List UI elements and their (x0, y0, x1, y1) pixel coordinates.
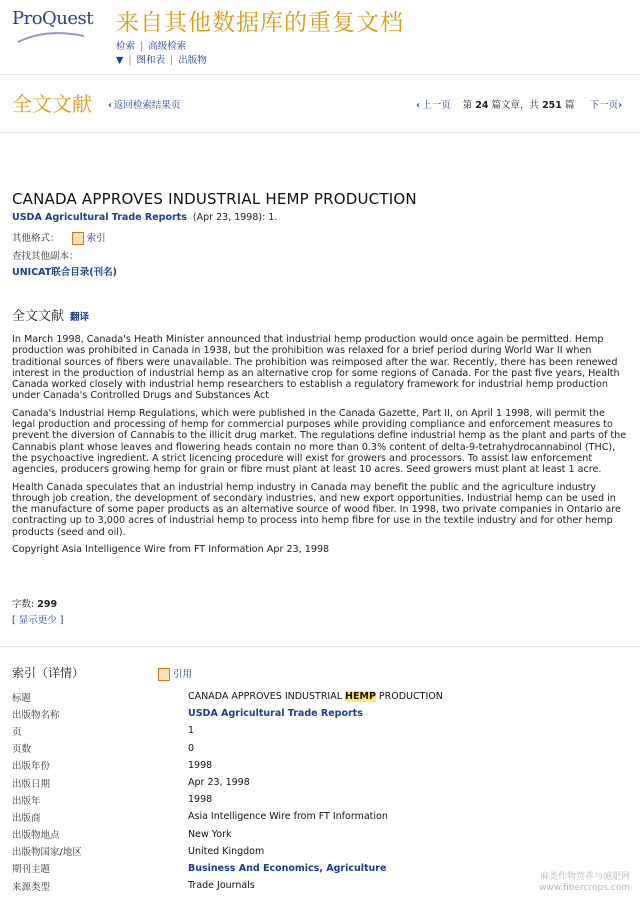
publication-link[interactable]: USDA Agricultural Trade Reports (188, 708, 363, 720)
index-row-title (12, 688, 628, 705)
index-link[interactable]: 索引 (86, 233, 106, 244)
translate-link[interactable]: 翻译 (70, 312, 90, 323)
subject-link[interactable]: Business And Economics, Agriculture (188, 862, 387, 874)
pager-total: 251 (542, 100, 562, 111)
watermark-line: 麻类作物营养与施肥网 (539, 872, 630, 882)
other-formats (12, 230, 106, 245)
row-value: 1 (188, 725, 195, 737)
row-value: United Kingdom (188, 845, 265, 857)
index-row (12, 808, 628, 825)
pager-mid: 篇文章，共 (491, 100, 540, 111)
index-row (12, 705, 628, 722)
row-key: 页 (12, 726, 22, 738)
word-count-value: 299 (37, 599, 58, 610)
index-row (12, 860, 628, 877)
source-link[interactable]: USDA Agricultural Trade Reports (12, 212, 187, 223)
row-value: 1998 (188, 759, 213, 771)
pager-current: 24 (475, 100, 489, 111)
logo-text: ProQuest (12, 8, 94, 29)
index-table (12, 688, 628, 894)
find-copy-label: 查找其他副本： (12, 251, 79, 262)
index-row (12, 722, 628, 739)
chevron-right-icon: › (618, 100, 622, 111)
pager-suffix: 篇 (564, 100, 575, 111)
paragraph: Health Canada speculates that an industrial hemp industry in Canada may benefit the public and the agriculture industry through job creation, the development of secondary industries, and new export opportunities. Industrial hemp can be used in the manufacture of some paper products as an alternative source of wood fiber. In 1998, two private companies in Ontario are contracting up to 3,000 acres of industrial hemp to process into hemp fibre for use in the textile industry and for other hemp products (seed and oil). (12, 481, 621, 538)
row-key: 页数 (12, 744, 32, 756)
divider (0, 74, 640, 75)
source-detail: (Apr 23, 1998): 1. (192, 212, 278, 223)
article-title: CANADA APPROVES INDUSTRIAL HEMP PRODUCTION (12, 190, 417, 208)
cite-label: 引用 (173, 669, 193, 680)
row-key: 出版物名称 (12, 709, 60, 721)
row-key: 出版商 (12, 812, 41, 824)
cite-icon (158, 668, 170, 681)
index-row (12, 774, 628, 791)
fulltext-heading (12, 305, 89, 324)
index-row (12, 843, 628, 860)
pager (416, 97, 624, 111)
fulltext-body (12, 334, 628, 561)
chevron-left-icon: ‹ (108, 100, 112, 111)
row-key: 来源类型 (12, 881, 51, 893)
proquest-logo[interactable] (12, 6, 108, 46)
row-value: Trade Journals (188, 880, 255, 892)
cite-link[interactable] (158, 666, 192, 681)
row-key: 出版物地点 (12, 830, 60, 842)
divider (0, 132, 640, 133)
unicat-label: UNICAT联合目录(刊名) (12, 267, 117, 278)
next-page-link[interactable] (590, 100, 624, 111)
row-value: 0 (188, 742, 195, 754)
nav-search-link[interactable]: 检索 (116, 41, 136, 52)
title-post: PRODUCTION (375, 691, 443, 703)
title-pre: CANADA APPROVES INDUSTRIAL (188, 691, 346, 703)
row-key: 出版年份 (12, 761, 51, 773)
row-value: Apr 23, 1998 (188, 777, 250, 789)
citation (12, 212, 277, 223)
paragraph: Canada's Industrial Hemp Regulations, which were published in the Canada Gazette, Part II, on April 1 1998, will permit the legal production and processing of hemp for commercial purposes while providing compliance and enforcement measures to prevent the diversion of Cannabis to the illicit drug market. The regulations define industrial hemp as the plant and parts of the Cannabis plant whose leaves and flowering heads contain no more than 0.3% content of delta-9-tetrahydrocannabinol (THC), the psychoactive ingredient. A strict licencing procedure will exist for growers and processors. To assist law enforcement agencies, producers growing hemp for grain or fibre must plant at least 10 acres. Seed growers must plant at least 1 acre. (12, 407, 627, 476)
watermark-line: www.fibercrops.com (539, 883, 630, 893)
row-key: 出版物国家/地区 (12, 847, 82, 859)
copyright: Copyright Asia Intelligence Wire from FT Information Apr 23, 1998 (12, 544, 330, 556)
show-less-link[interactable]: [ 显示更少 ] (12, 615, 64, 626)
back-to-results-link[interactable] (108, 97, 180, 111)
row-key: 出版年 (12, 795, 41, 807)
row-value: Asia Intelligence Wire from FT Information (188, 811, 388, 823)
index-row (12, 791, 628, 808)
fulltext-title: 全文文献 (12, 92, 92, 116)
divider (0, 646, 640, 647)
top-nav: 检索 | 高级检索 ▼ | 图和表 | 出版物 (116, 41, 207, 66)
row-value: 1998 (188, 794, 213, 806)
paragraph: In March 1998, Canada's Heath Minister announced that industrial hemp production would once again be permitted. Hemp production was prohibited in Canada in 1938, but the prohibition was relaxed for a brief period during World War II when traditional sources of fibers were unavailable. The prohibition was reimposed after the war. Recently, there has been renewed interest in the production of industrial hemp as an alternative crop for some regions of Canada. For the past five years, Health Canada worked closely with industrial hemp researchers to establish a regulatory framework for industrial hemp production under Canada's Controlled Drugs and Substances Act (12, 334, 620, 402)
page-header (0, 0, 640, 72)
other-formats-label: 其他格式： (12, 233, 60, 244)
document-icon (72, 232, 84, 245)
prev-page-link[interactable] (416, 100, 450, 111)
back-label: 返回检索结果页 (113, 100, 181, 111)
highlight-term: HEMP (345, 691, 376, 703)
nav-dropdown-icon[interactable]: ▼ (116, 55, 124, 66)
chevron-left-icon: ‹ (416, 100, 421, 111)
word-count (12, 596, 57, 610)
nav-publications-link[interactable]: 出版物 (178, 55, 207, 66)
fulltext-heading-label: 全文文献 (12, 309, 65, 324)
word-count-label: 字数: (12, 599, 35, 610)
pager-prefix: 第 (462, 100, 473, 111)
index-row (12, 740, 628, 757)
unicat-link[interactable] (12, 264, 117, 278)
index-row (12, 877, 628, 894)
index-row (12, 757, 628, 774)
index-heading: 索引（详情） (12, 666, 85, 680)
row-key: 出版日期 (12, 778, 51, 790)
nav-advanced-search-link[interactable]: 高级检索 (148, 41, 187, 52)
watermark (539, 872, 630, 894)
prev-label: 上一页 (422, 100, 451, 111)
index-row (12, 826, 628, 843)
row-key: 标题 (12, 692, 32, 704)
row-value (188, 691, 443, 702)
nav-figures-link[interactable]: 图和表 (136, 55, 166, 66)
next-label: 下一页 (589, 100, 619, 111)
row-key: 期刊主题 (12, 864, 51, 876)
logo-swoosh-icon (16, 30, 86, 44)
row-value: New York (188, 828, 232, 840)
page-title: 来自其他数据库的重复文档 (116, 10, 404, 36)
